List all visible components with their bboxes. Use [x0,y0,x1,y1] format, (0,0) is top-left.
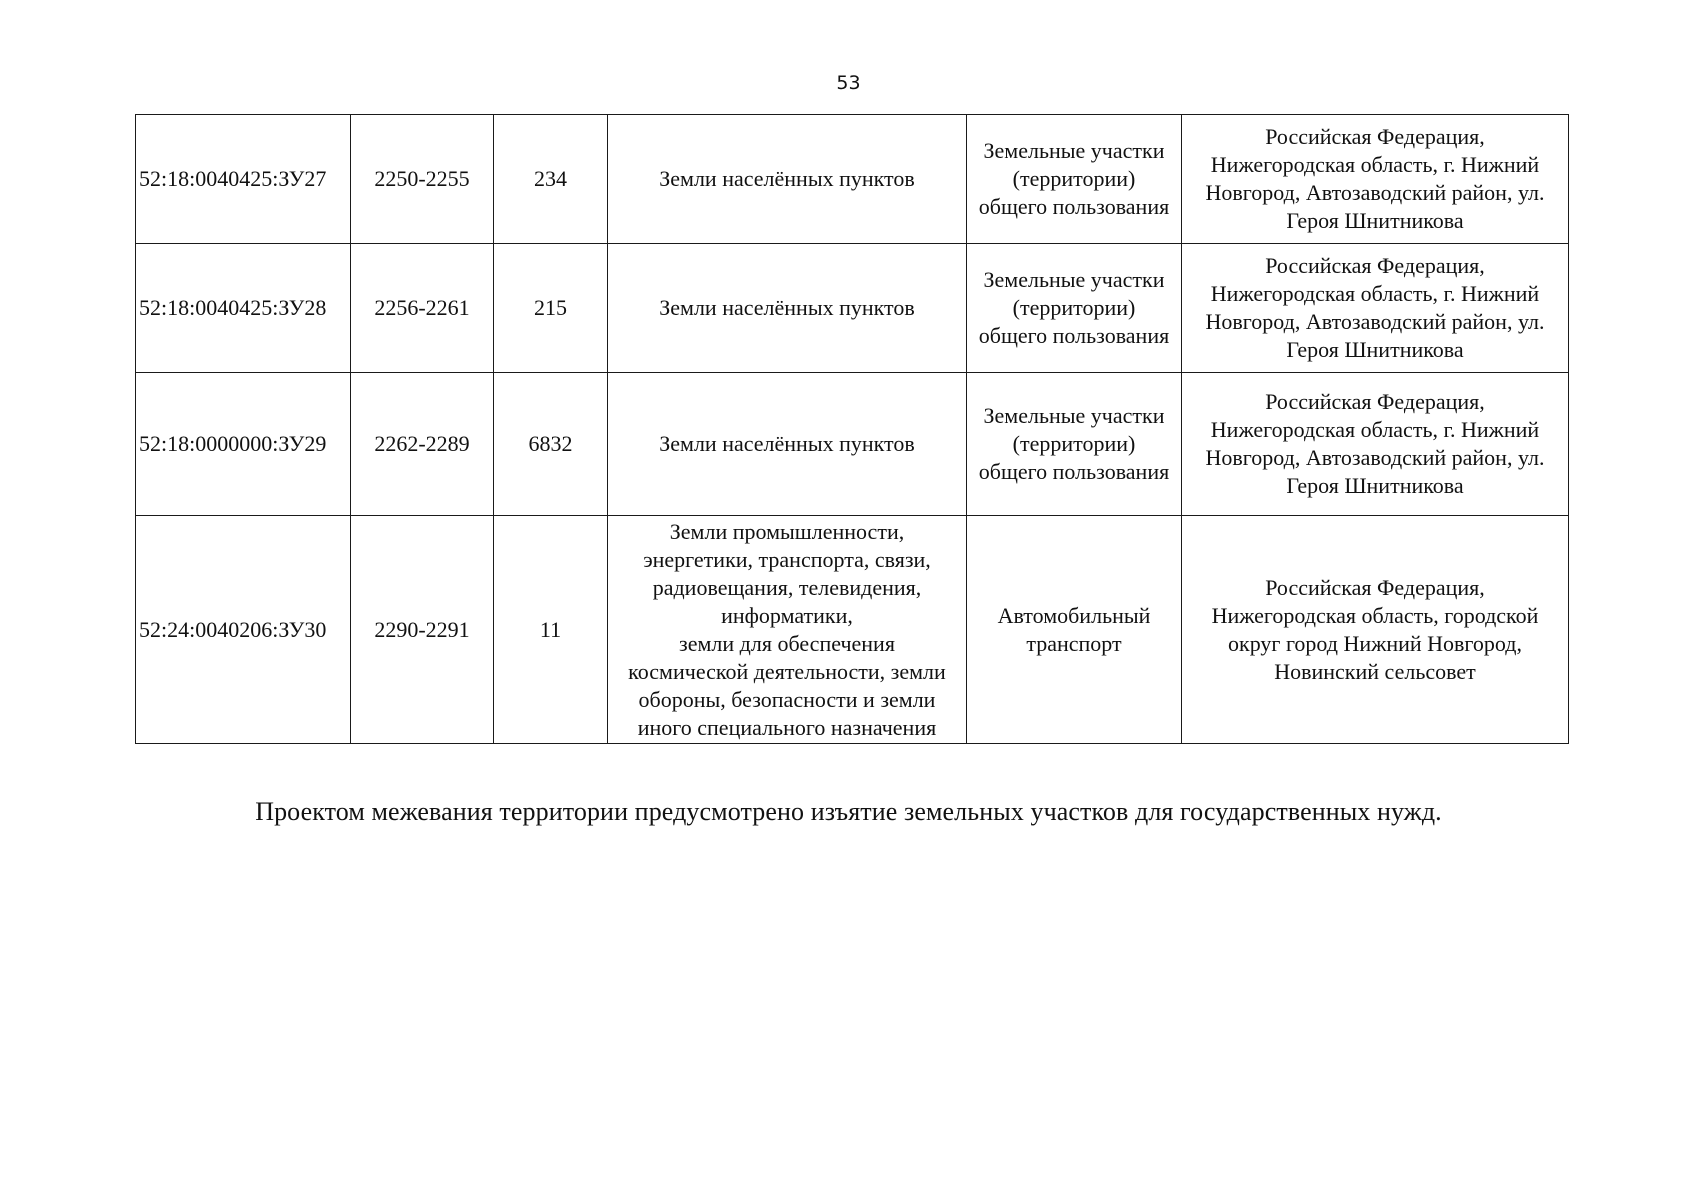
area-cell: 6832 [494,373,608,516]
land-category-cell: Земли населённых пунктов [608,373,967,516]
body-paragraph: Проектом межевания территории предусмотрено изъятие земельных участков для государственных нужд. [255,797,1442,826]
permitted-use-cell: Автомобильный транспорт [967,516,1182,744]
table-row [136,516,1569,744]
land-category-cell: Земли промышленности, энергетики, транспорта, связи, радиовещания, телевидения, информатики, земли для обеспечения космической деятельности, земли обороны, безопасности и земли иного специального назначения [608,516,967,744]
address-cell: Российская Федерация, Нижегородская область, г. Нижний Новгород, Автозаводский район, ул. Героя Шнитникова [1182,373,1569,516]
parcel-number-cell: 52:18:0040425:ЗУ28 [136,244,351,373]
parcel-number-cell: 52:24:0040206:ЗУ30 [136,516,351,744]
land-category-cell: Земли населённых пунктов [608,115,967,244]
boundary-points-cell: 2290-2291 [351,516,494,744]
parcels-table-wrap [135,114,1569,744]
address-cell: Российская Федерация, Нижегородская область, г. Нижний Новгород, Автозаводский район, ул. Героя Шнитникова [1182,244,1569,373]
boundary-points-cell: 2256-2261 [351,244,494,373]
parcel-number-cell: 52:18:0040425:ЗУ27 [136,115,351,244]
address-cell: Российская Федерация, Нижегородская область, г. Нижний Новгород, Автозаводский район, ул. Героя Шнитникова [1182,115,1569,244]
table-row [136,244,1569,373]
parcel-number-cell: 52:18:0000000:ЗУ29 [136,373,351,516]
address-cell: Российская Федерация, Нижегородская область, городской округ город Нижний Новгород, Новинский сельсовет [1182,516,1569,744]
page-number: 53 [836,72,861,94]
table-row [136,115,1569,244]
boundary-points-cell: 2262-2289 [351,373,494,516]
area-cell: 11 [494,516,608,744]
parcels-table [135,114,1569,744]
permitted-use-cell: Земельные участки (территории) общего пользования [967,115,1182,244]
permitted-use-cell: Земельные участки (территории) общего пользования [967,244,1182,373]
area-cell: 215 [494,244,608,373]
boundary-points-cell: 2250-2255 [351,115,494,244]
table-row [136,373,1569,516]
area-cell: 234 [494,115,608,244]
land-category-cell: Земли населённых пунктов [608,244,967,373]
permitted-use-cell: Земельные участки (территории) общего пользования [967,373,1182,516]
